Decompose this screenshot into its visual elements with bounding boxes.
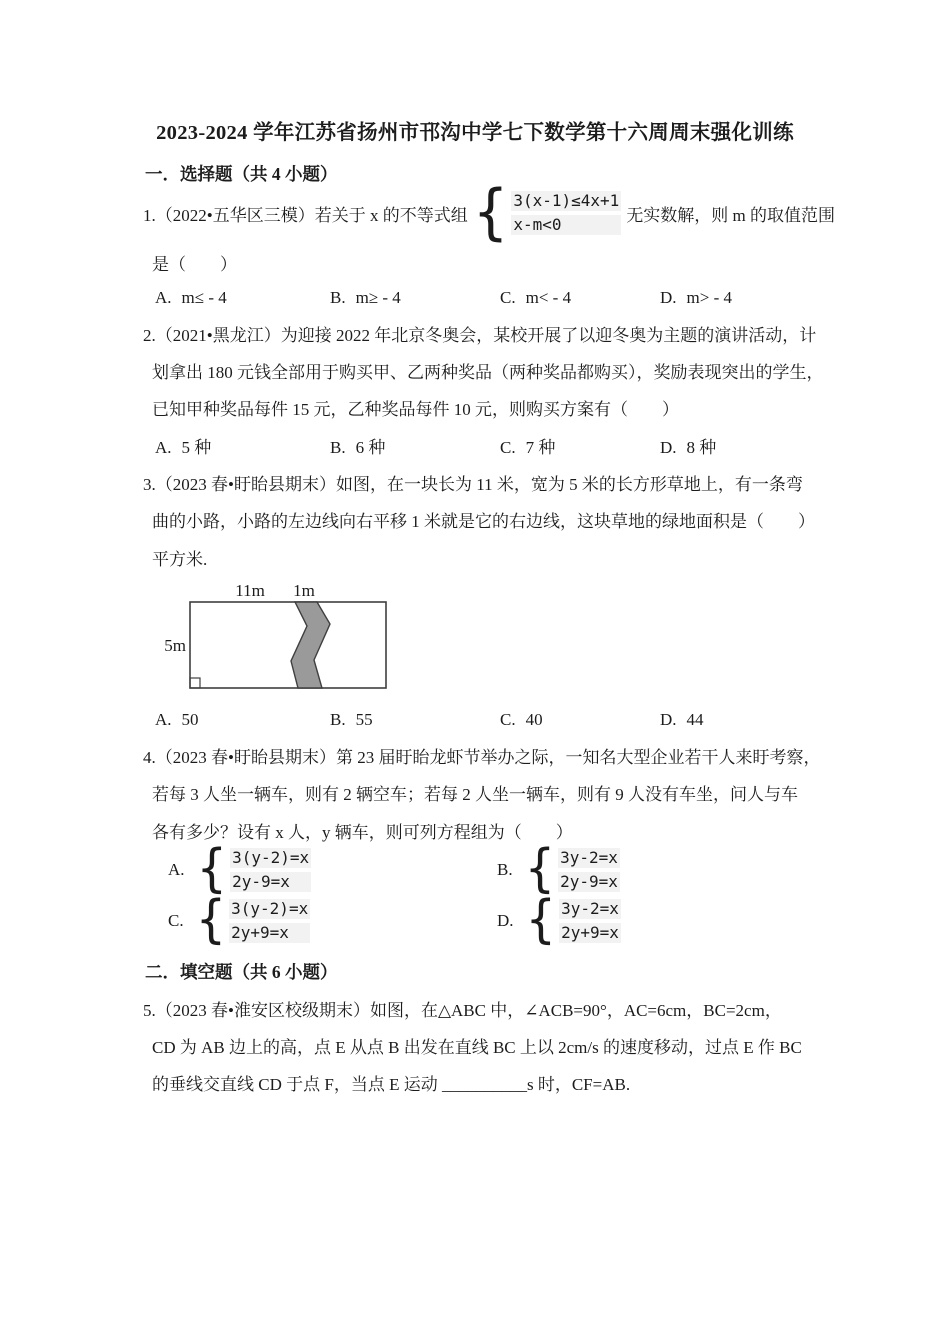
question-3-line-3: 平方米. — [152, 550, 208, 569]
option-text: 5 种 — [181, 438, 212, 457]
option-letter: D. — [660, 710, 677, 729]
lawn-rectangle — [190, 602, 386, 688]
option-letter: D. — [660, 438, 677, 457]
question-5-line-2: CD 为 AB 边上的高，点 E 从点 B 出发在直线 BC 上以 2cm/s 的速度移动，过点 E 作 BC — [152, 1038, 802, 1057]
question-2-line-1: 2.（2021•黑龙江）为迎接 2022 年北京冬奥会，某校开展了以迎冬奥为主题的演讲活动，计 — [143, 326, 817, 345]
left-brace-symbol: { — [525, 890, 557, 951]
q3-option-c — [500, 706, 543, 734]
question-2-line-3: 已知甲种奖品每件 15 元，乙种奖品每件 10 元，则购买方案有（ ） — [152, 400, 679, 419]
option-letter: A. — [168, 860, 185, 879]
option-letter: A. — [155, 438, 172, 457]
equation-system — [230, 848, 311, 892]
page-title: 2023-2024 学年江苏省扬州市邗沟中学七下数学第十六周周末强化训练 — [156, 122, 794, 144]
q1-option-c — [500, 284, 571, 312]
q2-option-b — [330, 434, 385, 462]
figure-path-width-label: 1m — [293, 581, 315, 600]
question-1-line-1 — [143, 177, 836, 248]
option-letter: A. — [155, 288, 172, 307]
left-brace-symbol: { — [524, 839, 556, 900]
equation-line-1: 3y-2=x — [561, 899, 619, 918]
inequality-system-lines — [511, 191, 621, 235]
equation-line-1: 3y-2=x — [560, 848, 618, 867]
question-4-line-1: 4.（2023 春•盱眙县期末）第 23 届盱眙龙虾节举办之际，一知名大型企业若干人来盱考察， — [143, 748, 821, 767]
q1-option-b — [330, 284, 401, 312]
equation-system — [558, 848, 620, 892]
q2-option-d — [660, 434, 716, 462]
left-brace-symbol: { — [472, 177, 509, 248]
question-2-line-2: 划拿出 180 元钱全部用于购买甲、乙两种奖品（两种奖品都购买），奖励表现突出的学生， — [152, 363, 824, 382]
question-3-line-2: 曲的小路，小路的左边线向右平移 1 米就是它的右边线，这块草地的绿地面积是（ ） — [152, 512, 815, 531]
option-text: m> - 4 — [686, 288, 733, 307]
option-text: m< - 4 — [525, 288, 572, 307]
option-letter: C. — [500, 710, 516, 729]
option-text: 7 种 — [525, 438, 556, 457]
q4-option-a — [168, 839, 311, 900]
question-3-line-1: 3.（2023 春•盱眙县期末）如图，在一块长为 11 米，宽为 5 米的长方形草地上，有一条弯 — [143, 475, 803, 494]
question-5-line-1: 5.（2023 春•淮安区校级期末）如图，在△ABC 中，∠ACB=90°，AC=6cm，BC=2cm， — [143, 1001, 782, 1020]
option-letter: D. — [497, 911, 514, 930]
question-4-line-2: 若每 3 人坐一辆车，则有 2 辆空车；若每 2 人坐一辆车，则有 9 人没有车坐，问人与车 — [152, 785, 798, 804]
option-letter: C. — [500, 288, 516, 307]
equation-system — [229, 899, 310, 943]
option-text: 8 种 — [686, 438, 717, 457]
option-letter: B. — [330, 288, 346, 307]
equation-line-2: 2y-9=x — [560, 872, 618, 891]
section-1-heading: 一．选择题（共 4 小题） — [145, 164, 338, 184]
question-5-line-3: 的垂线交直线 CD 于点 F，当点 E 运动 __________s 时，CF=AB. — [152, 1075, 631, 1094]
q3-option-a — [155, 706, 199, 734]
equation-line-1: 3(y-2)=x — [231, 899, 309, 918]
q4-option-d — [497, 890, 621, 951]
equation-system — [559, 899, 621, 943]
option-text: 50 — [181, 710, 199, 729]
option-text: 55 — [355, 710, 373, 729]
q3-option-d — [660, 706, 704, 734]
left-brace-symbol: { — [196, 839, 228, 900]
option-letter: D. — [660, 288, 677, 307]
q1-tail-text: 无实数解，则 m 的取值范围 — [626, 205, 836, 225]
question-4-line-3: 各有多少？设有 x 人，y 辆车，则可列方程组为（ ） — [152, 823, 573, 842]
option-text: 6 种 — [355, 438, 386, 457]
equation-line-2: 2y+9=x — [229, 923, 310, 943]
option-text: m≥ - 4 — [355, 288, 401, 307]
option-text: 44 — [686, 710, 704, 729]
question-1-line-2: 是（ ） — [152, 255, 237, 274]
lawn-path-figure — [158, 574, 398, 696]
figure-height-label: 5m — [164, 636, 186, 655]
figure-width-label: 11m — [235, 581, 265, 600]
option-text: 40 — [525, 710, 543, 729]
q4-option-c — [168, 890, 310, 951]
inequality-line-2: x-m<0 — [511, 215, 621, 235]
q4-option-b — [497, 839, 620, 900]
q1-lead-text: 1.（2022•五华区三模）若关于 x 的不等式组 — [143, 205, 468, 225]
q2-option-a — [155, 434, 211, 462]
option-letter: B. — [497, 860, 513, 879]
option-letter: B. — [330, 710, 346, 729]
q3-option-b — [330, 706, 373, 734]
equation-line-2: 2y-9=x — [230, 872, 311, 892]
option-text: m≤ - 4 — [181, 288, 227, 307]
equation-line-2: 2y+9=x — [561, 923, 619, 942]
option-letter: B. — [330, 438, 346, 457]
q1-option-a — [155, 284, 227, 312]
left-brace-symbol: { — [195, 890, 227, 951]
option-letter: C. — [500, 438, 516, 457]
section-2-heading: 二．填空题（共 6 小题） — [145, 962, 338, 982]
option-letter: A. — [155, 710, 172, 729]
q1-option-d — [660, 284, 732, 312]
equation-line-1: 3(y-2)=x — [232, 848, 310, 867]
q2-option-c — [500, 434, 555, 462]
option-letter: C. — [168, 911, 184, 930]
inequality-line-1: 3(x-1)≤4x+1 — [513, 190, 620, 210]
inequality-system — [472, 177, 622, 248]
